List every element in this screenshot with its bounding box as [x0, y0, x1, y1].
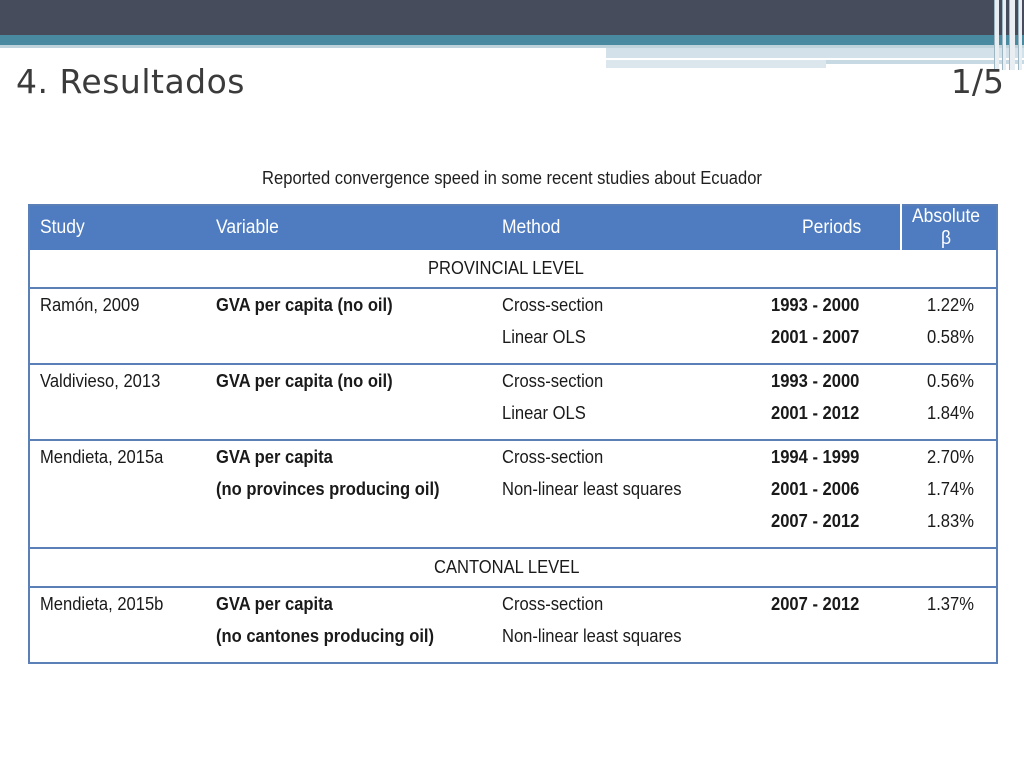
- table-body: [29, 250, 997, 663]
- method-cell: [492, 440, 733, 548]
- header-vertical-lines: [990, 0, 1024, 70]
- section-level-row: [29, 250, 997, 288]
- slide-page-number: 1/5: [950, 62, 1004, 101]
- periods-cell: [733, 440, 901, 548]
- method-cell-line: Cross-section: [502, 371, 604, 391]
- table-caption: Reported convergence speed in some recent studies about Ecuador: [262, 168, 762, 188]
- method-cell-line: Linear OLS: [502, 327, 586, 347]
- header-absolute-beta: Absolute β: [901, 205, 997, 250]
- convergence-table: [28, 204, 998, 664]
- periods-cell-line: 2007 - 2012: [770, 511, 860, 531]
- method-cell: [492, 288, 733, 364]
- header-accent-bar: [606, 48, 1024, 58]
- variable-cell-line: GVA per capita: [215, 447, 333, 467]
- method-cell-line: Non-linear least squares: [502, 479, 682, 499]
- periods-cell: [733, 364, 901, 440]
- study-cell: Mendieta, 2015b: [40, 594, 164, 614]
- beta-cell: [901, 440, 997, 548]
- header-variable: Variable: [206, 205, 492, 250]
- beta-cell-line: 0.56%: [927, 371, 974, 391]
- method-cell: [492, 587, 733, 663]
- periods-cell: [733, 288, 901, 364]
- header-method: Method: [492, 205, 733, 250]
- method-cell-line: Linear OLS: [502, 403, 586, 423]
- study-cell: Valdivieso, 2013: [29, 364, 206, 440]
- header-bar-teal: [0, 35, 1024, 45]
- method-cell-line: Cross-section: [502, 295, 604, 315]
- variable-cell-line: (no provinces producing oil): [215, 479, 440, 499]
- slide-title: 4. Resultados: [16, 62, 245, 101]
- beta-cell: [901, 288, 997, 364]
- periods-cell-line: 1993 - 2000: [770, 371, 860, 391]
- variable-cell: [206, 440, 492, 548]
- method-cell-line: Cross-section: [502, 594, 604, 614]
- study-cell: Ramón, 2009: [29, 288, 206, 364]
- variable-cell-line: GVA per capita: [215, 594, 333, 614]
- periods-cell-line: 1994 - 1999: [770, 447, 860, 467]
- study-cell: Mendieta, 2015a: [29, 440, 206, 548]
- table-row: [29, 288, 997, 364]
- table-row: [29, 364, 997, 440]
- variable-cell: [206, 587, 492, 663]
- periods-cell: [733, 587, 901, 663]
- header-bar-dark: [0, 0, 1024, 35]
- beta-cell-line: 0.58%: [927, 327, 974, 347]
- beta-cell-line: 1.74%: [927, 479, 974, 499]
- beta-cell-line: 1.37%: [927, 594, 974, 614]
- method-cell: [492, 364, 733, 440]
- periods-cell-line: 1993 - 2000: [770, 295, 860, 315]
- header-periods: Periods: [733, 205, 901, 250]
- beta-cell-line: 1.84%: [927, 403, 974, 423]
- periods-cell-line: 2001 - 2006: [770, 479, 860, 499]
- periods-cell-line: 2001 - 2007: [770, 327, 860, 347]
- variable-cell: [206, 288, 492, 364]
- method-cell-line: Non-linear least squares: [502, 626, 682, 646]
- variable-cell-line: GVA per capita (no oil): [215, 371, 393, 391]
- beta-cell: [901, 587, 997, 663]
- periods-cell-line: 2001 - 2012: [770, 403, 860, 423]
- header-accent-bar: [606, 60, 826, 68]
- section-level-row: [29, 548, 997, 587]
- section-level-label: CANTONAL LEVEL: [29, 548, 997, 587]
- beta-cell-line: 1.22%: [927, 295, 974, 315]
- beta-cell-line: 2.70%: [927, 447, 974, 467]
- variable-cell-line: (no cantones producing oil): [215, 626, 434, 646]
- variable-cell: [206, 364, 492, 440]
- section-level-label: PROVINCIAL LEVEL: [29, 250, 997, 288]
- table-row: [29, 440, 997, 548]
- header-study: Study: [29, 205, 206, 250]
- table-row: [29, 587, 997, 663]
- beta-cell-line: 1.83%: [927, 511, 974, 531]
- variable-cell-line: GVA per capita (no oil): [215, 295, 393, 315]
- method-cell-line: Cross-section: [502, 447, 604, 467]
- periods-cell-line: 2007 - 2012: [770, 594, 860, 614]
- table-header-row: [29, 205, 997, 250]
- beta-cell: [901, 364, 997, 440]
